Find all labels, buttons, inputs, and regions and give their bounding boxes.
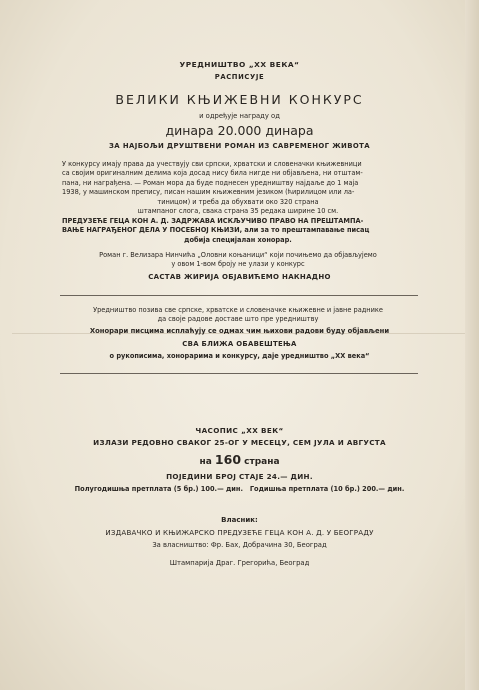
divider xyxy=(60,295,418,296)
single-issue-price: ПОЈЕДИНИ БРОЈ СТАЈЕ 24.— ДИН. xyxy=(166,472,313,481)
rules-line: штампаног слога, свака страна 35 редака ширине 10 см. xyxy=(137,207,339,216)
rules-line: са својим оригиналним делима која досад нису била нигде ни објављена, ни отштам- xyxy=(62,169,363,178)
contest-rules xyxy=(62,160,414,216)
contest-category: ЗА НАЈБОЉИ ДРУШТВЕНИ РОМАН ИЗ САВРЕМЕНОГ ЖИВОТА xyxy=(109,142,370,150)
rules-line: У конкурсу имају права да учествују сви српски, хрватски и словеначки књижевници xyxy=(62,160,362,168)
rules-line: пана, ни награђена. — Роман мора да буде поднесен уредништву најдаље до 1 маја xyxy=(62,178,359,187)
reserve-line: добија специјалан хонорар. xyxy=(184,235,292,244)
subscription-prices: Полугодишња претплата (5 бр.) 100.— дин. Годишња претплата (10 бр.) 200.— дин. xyxy=(74,485,405,493)
invite-notice xyxy=(62,306,414,325)
contest-title: ВЕЛИКИ КЊИЖЕВНИ КОНКУРС xyxy=(115,92,364,107)
novel-line: Роман г. Велизара Нинчића „Оловни коњаници“ који почињемо да објављујемо xyxy=(99,251,377,259)
jury-notice: САСТАВ ЖИРИЈА ОБЈАВИЋЕМО НАКНАДНО xyxy=(148,273,331,281)
page-count-number: 160 xyxy=(214,452,242,467)
owner-label: Власник: xyxy=(221,516,258,524)
rules-line: 1938, у машинском препису, писан нашим књижевним језиком (ћирилицом или ла- xyxy=(62,188,355,197)
invite-line: Уредништво позива све српске, хрватске и словеначке књижевне и јавне раднике xyxy=(93,306,383,314)
publication-schedule: ИЗЛАЗИ РЕДОВНО СВАКОГ 25-ОГ У МЕСЕЦУ, СЕМ ЈУЛА И АВГУСТА xyxy=(93,438,386,447)
rules-line: тиницом) и треба да обухвати око 320 страна xyxy=(157,197,319,206)
owner-representative: За власништво: Фр. Бах, Добрачина 30, Београд xyxy=(152,541,327,549)
owner-name: ИЗДАВАЧКО И КЊИЖАРСКО ПРЕДУЗЕЋЕ ГЕЦА КОН А. Д. У БЕОГРАДУ xyxy=(105,528,374,537)
novel-line: у овом 1-вом броју не улази у конкурс xyxy=(171,260,305,269)
reserve-notice xyxy=(62,217,414,245)
editor-heading: УРЕДНИШТВО „XX ВЕКА“ xyxy=(179,60,300,69)
invite-line: да своје радове доставе што пре уредништву xyxy=(157,315,319,324)
page-count-suffix: страна xyxy=(244,457,280,467)
novel-notice xyxy=(62,251,414,270)
award-intro: и одређује награду од xyxy=(199,112,280,120)
announces-text: РАСПИСУЈЕ xyxy=(214,73,265,81)
reserve-line: ПРЕДУЗЕЋЕ ГЕЦА КОН А. Д. ЗАДРЖАВА ИСКЉУЧИВО ПРАВО НА ПРЕШТАМПА- xyxy=(62,217,364,225)
printer-credit: Штампарија Драг. Грегорића, Београд xyxy=(169,559,310,567)
page-count xyxy=(0,452,479,467)
info-text: о рукописима, хонорарима и конкурсу, даје уредништво „XX века“ xyxy=(109,352,370,360)
fees-notice: Хонорари писцима исплаћују се одмах чим њихови радови буду објављени xyxy=(89,327,390,335)
info-title: СВА БЛИЖА ОБАВЕШТЕЊА xyxy=(182,340,297,348)
award-amount: динара 20.000 динара xyxy=(165,123,314,138)
page-count-prefix: на xyxy=(199,457,212,467)
reserve-line: ВАЊЕ НАГРАЂЕНОГ ДЕЛА У ПОСЕБНОЈ КЊИЗИ, али за то прештампавање писац xyxy=(62,226,370,235)
magazine-name: ЧАСОПИС „XX ВЕК“ xyxy=(195,426,284,435)
divider xyxy=(60,373,418,374)
